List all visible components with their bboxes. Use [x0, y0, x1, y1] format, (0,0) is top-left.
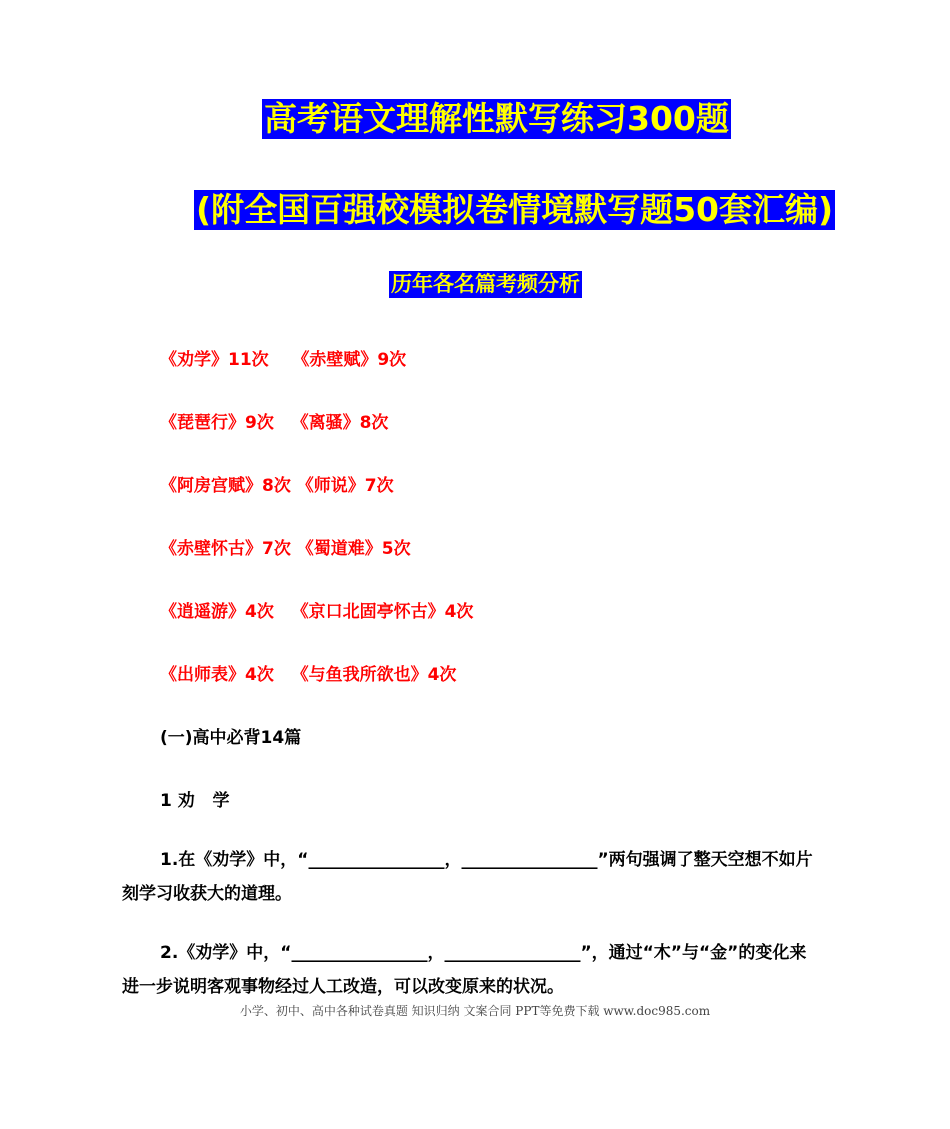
document-subtitle: (附全国百强校模拟卷情境默写题50套汇编): [196, 190, 834, 229]
section-heading: (一)高中必背14篇: [160, 728, 302, 748]
section-title-frequency-analysis: 历年各名篇考频分析: [391, 272, 580, 296]
frequency-line: 《琵琶行》9次 《离骚》8次: [160, 413, 389, 433]
frequency-line: 《劝学》11次 《赤壁赋》9次: [160, 350, 407, 370]
question-item: 1.在《劝学》中，“________________，________________”两句强调了整天空想不如片刻学习收获大的道理。: [122, 850, 813, 904]
document-title: 高考语文理解性默写练习300题: [264, 99, 729, 138]
question-item: 2.《劝学》中，“________________，________________”，通过“木”与“金”的变化来进一步说明客观事物经过人工改造，可以改变原来的状况。: [122, 943, 807, 997]
frequency-line: 《赤壁怀古》7次 《蜀道难》5次: [160, 539, 411, 559]
frequency-line: 《阿房宫赋》8次 《师说》7次: [160, 476, 394, 496]
frequency-line: 《出师表》4次 《与鱼我所欲也》4次: [160, 665, 457, 685]
frequency-line: 《逍遥游》4次 《京口北固亭怀古》4次: [160, 602, 474, 622]
lesson-title: 1 劝 学: [160, 791, 230, 811]
page-footer: 小学、初中、高中各种试卷真题 知识归纳 文案合同 PPT等免费下载 www.doc985.com: [239, 1004, 711, 1018]
